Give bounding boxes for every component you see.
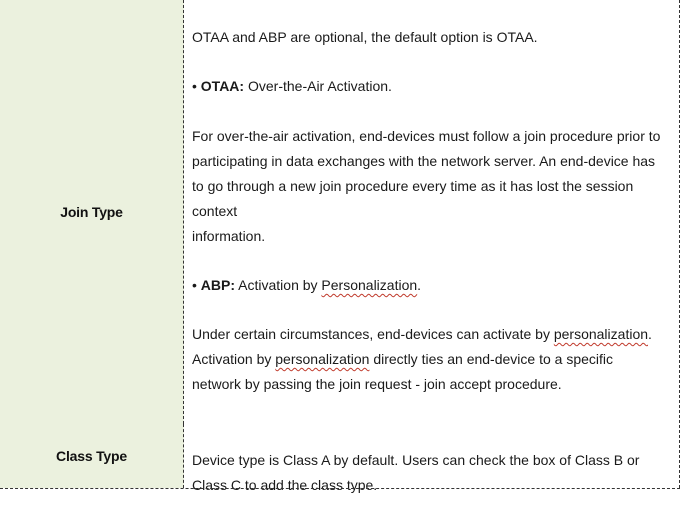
abp-line1-prefix: Under certain circumstances, end-devices can activate by [192,326,550,342]
abp-line1-suffix: . [648,326,652,342]
otaa-bullet-item [192,74,392,99]
abp-bullet-item [192,273,421,298]
abp-line2-word: personalization [275,351,370,367]
otaa-paragraph-line-5: information. [192,228,266,244]
join-type-label: Join Type [60,204,123,220]
abp-bullet: • [192,277,197,293]
class-type-line-2: Class C to add the class type. [192,477,378,493]
otaa-paragraph-line-4: context [192,203,238,219]
abp-paragraph-line-1 [192,322,652,347]
class-type-line-1: Device type is Class A by default. Users can check the box of Class B or [192,452,640,468]
class-type-row [0,424,680,493]
otaa-term: OTAA: [200,78,245,94]
abp-line2-suffix: directly ties an end-device to a specific [373,351,614,367]
abp-description-prefix: Activation by [238,277,318,293]
join-type-label-cell [0,0,184,424]
class-type-label-cell [0,424,184,488]
abp-description-suffix: . [417,277,422,293]
abp-description-word: Personalization [321,277,418,293]
otaa-paragraph-line-2: participating in data exchanges with the network server. An end-device has [192,153,656,169]
join-type-intro: OTAA and ABP are optional, the default option is OTAA. [192,29,538,45]
otaa-paragraph-line-1: For over-the-air activation, end-devices must follow a join procedure prior to [192,128,661,144]
join-type-description-cell [184,0,680,424]
otaa-paragraph-line-3: to go through a new join procedure every time as it has lost the session [192,178,634,194]
otaa-description: Over-the-Air Activation. [247,78,392,94]
abp-line1-word: personalization [553,326,649,342]
abp-term: ABP: [200,277,236,293]
class-type-description-cell [184,424,680,493]
abp-line2-prefix: Activation by [192,351,272,367]
otaa-bullet: • [192,78,197,94]
class-type-label: Class Type [56,448,127,464]
abp-paragraph-line-3: network by passing the join request - join accept procedure. [192,376,562,392]
abp-paragraph-line-2 [192,347,613,372]
table-bottom-border [0,488,680,489]
